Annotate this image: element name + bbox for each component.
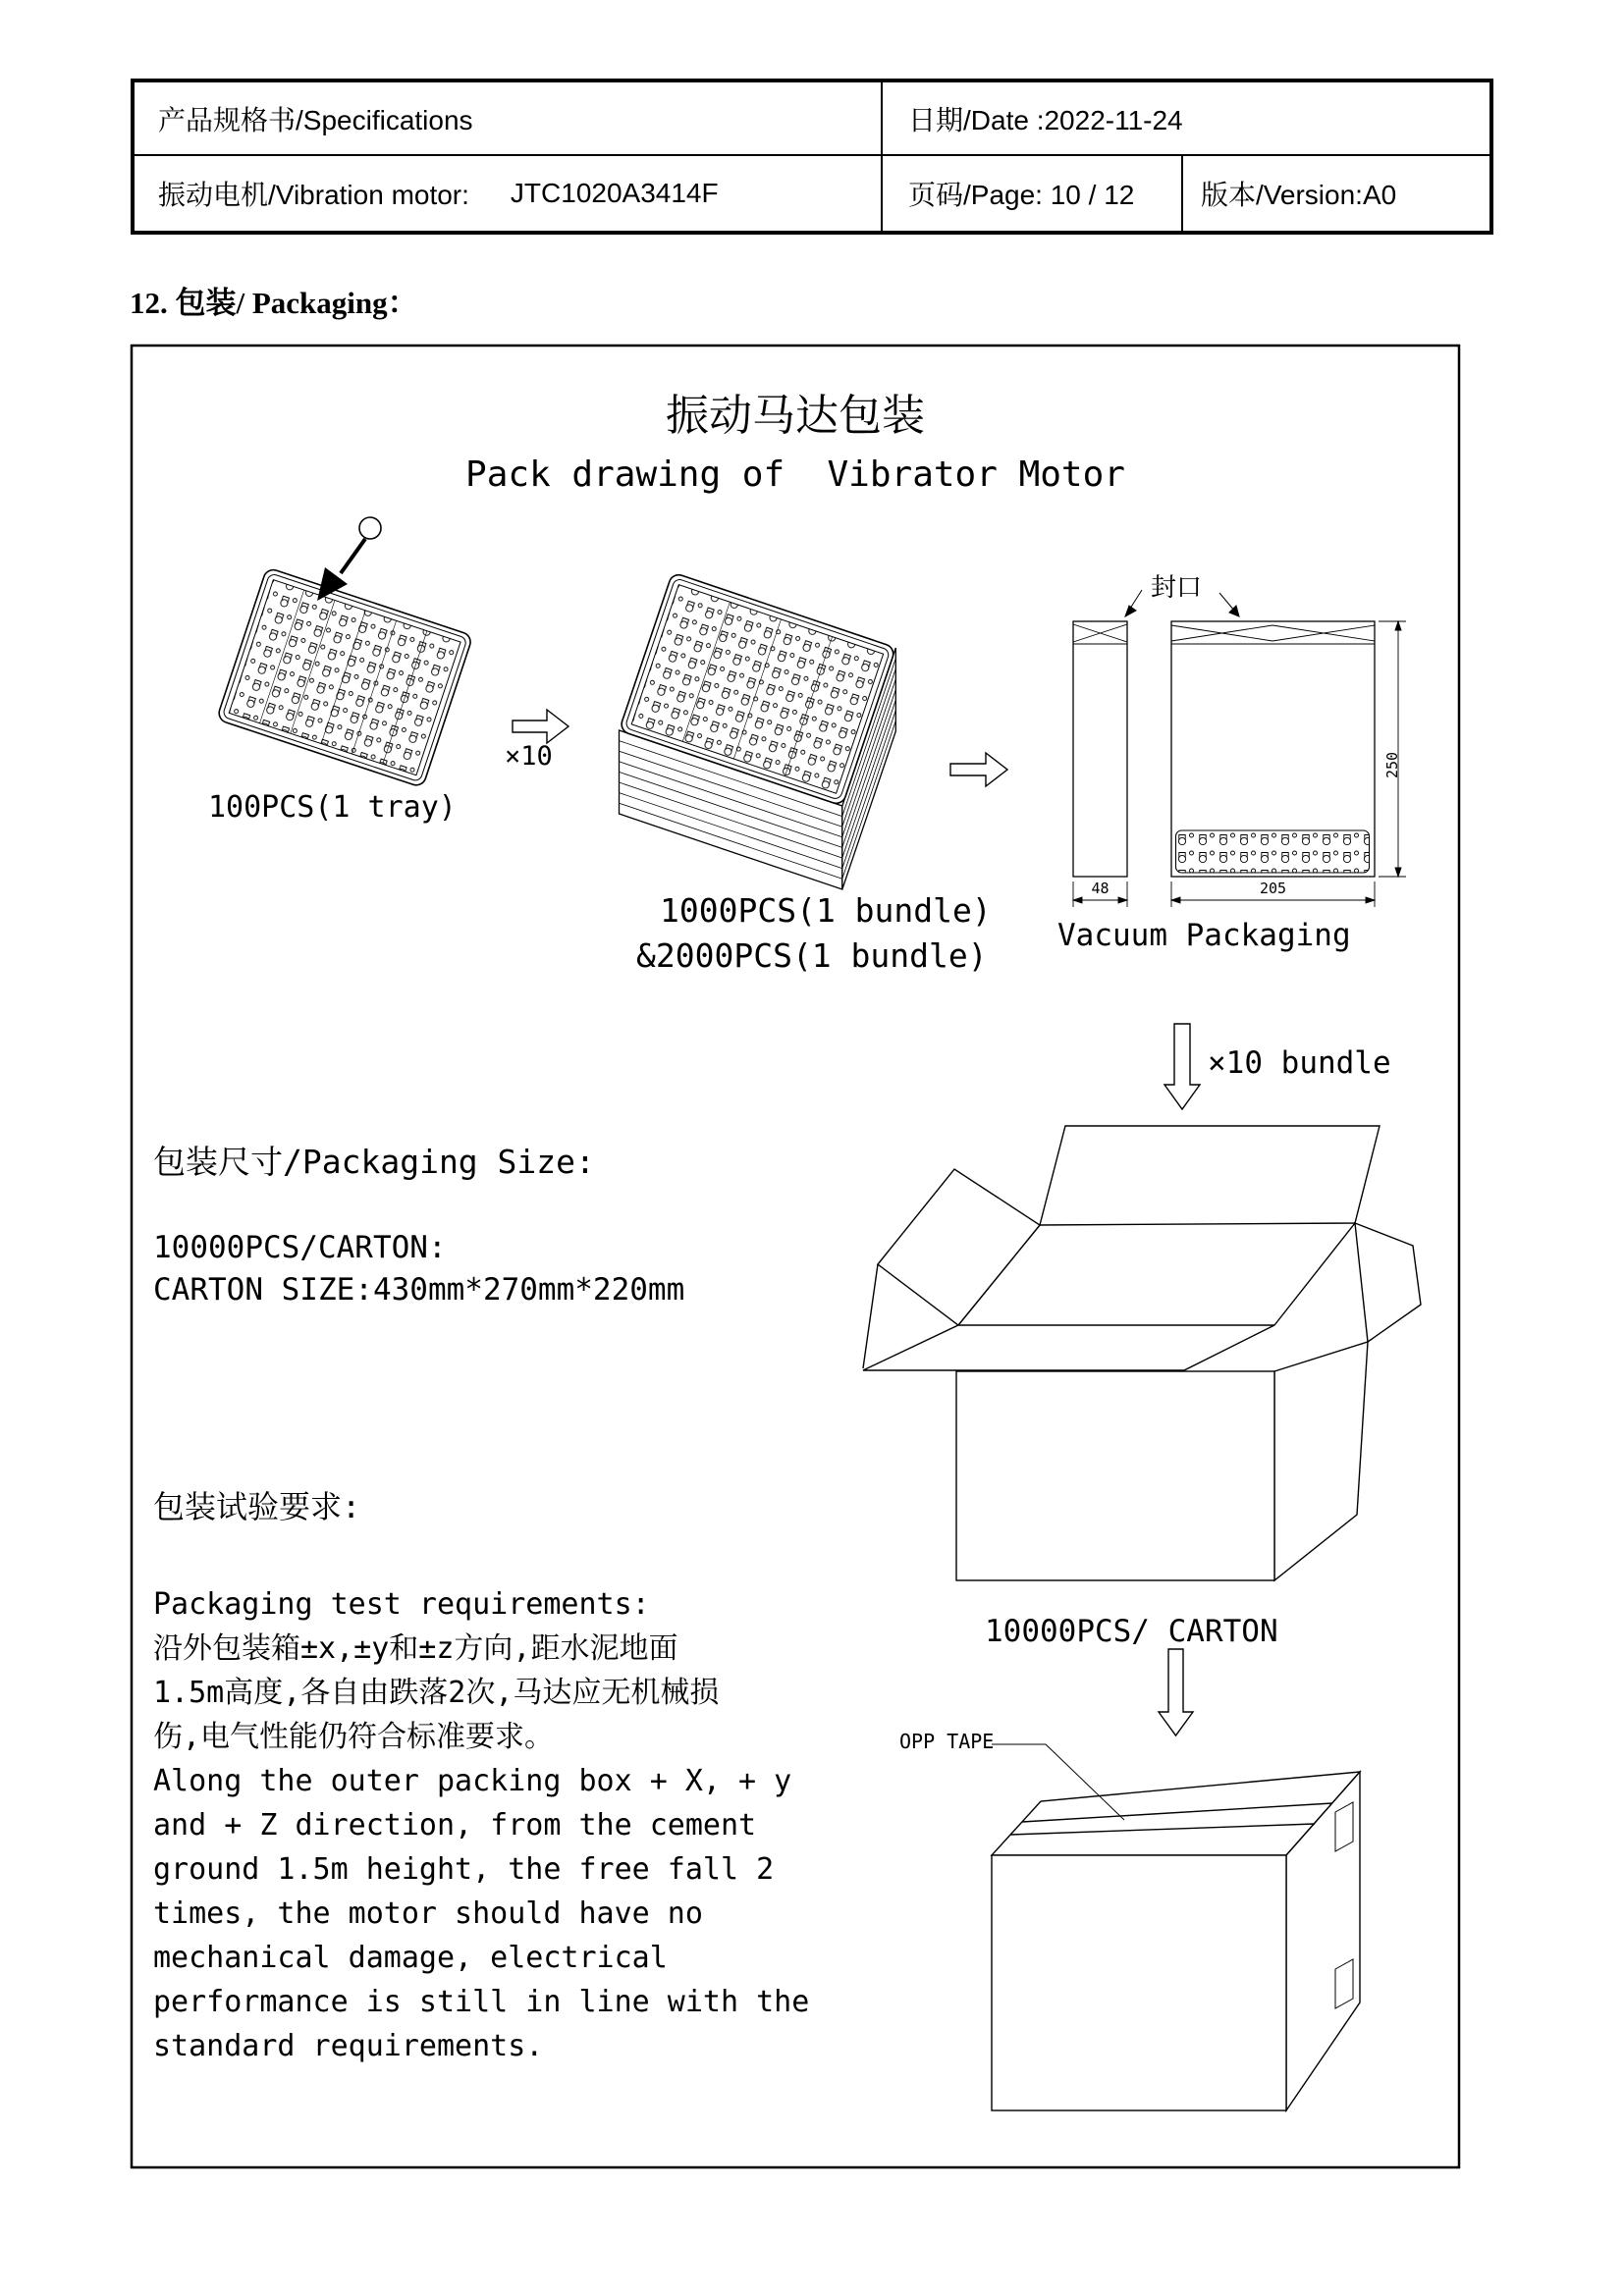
header-page-number: 页码/Page: 10 / 12 <box>908 180 1135 210</box>
closed-carton-drawing <box>992 1744 1360 2110</box>
test-line: Along the outer packing box + X, + y <box>153 1764 792 1798</box>
diagram-title-en: Pack drawing of Vibrator Motor <box>465 454 1125 495</box>
tray-count-label: 100PCS(1 tray) <box>208 790 457 825</box>
header-specs-title: 产品规格书/Specifications <box>158 104 473 135</box>
bundle-count-line1: 1000PCS(1 bundle) <box>660 891 992 930</box>
test-line: performance is still in line with the <box>153 1985 810 2019</box>
header-version: 版本/Version:A0 <box>1201 180 1397 210</box>
test-line: times, the motor should have no <box>153 1896 703 1931</box>
tray-drawing <box>217 567 473 787</box>
test-line: 沿外包装箱±x,±y和±z方向,距水泥地面 <box>153 1631 678 1666</box>
test-line: Packaging test requirements: <box>153 1587 650 1622</box>
header-model-number: JTC1020A3414F <box>510 178 719 208</box>
test-line: 伤,电气性能仍符合标准要求。 <box>153 1720 555 1754</box>
test-line: mechanical damage, electrical <box>153 1941 668 1975</box>
diagram-title-cn: 振动马达包装 <box>666 391 925 441</box>
dim-length-205: 205 <box>1259 880 1287 897</box>
arrow-down-2 <box>1159 1649 1193 1735</box>
seal-label: 封口 <box>1151 573 1203 603</box>
bundle-multiplier-label: ×10 bundle <box>1208 1045 1391 1081</box>
carton-qty-line: 10000PCS/CARTON: <box>153 1230 447 1265</box>
carton-size-line: CARTON SIZE:430mm*270mm*220mm <box>153 1272 685 1308</box>
vacuum-packaging-label: Vacuum Packaging <box>1057 918 1351 953</box>
pin-icon <box>317 517 381 601</box>
test-line: and + Z direction, from the cement <box>153 1808 757 1842</box>
header-date: 日期/Date :2022-11-24 <box>908 104 1183 135</box>
vacuum-pack-drawing <box>1073 621 1375 877</box>
opp-tape-label: OPP TAPE <box>899 1730 995 1753</box>
arrow-down-1 <box>1164 1024 1200 1109</box>
multiplier-x10-label: ×10 <box>505 741 553 772</box>
arrow-right-2 <box>950 753 1007 786</box>
open-carton-drawing <box>863 1126 1421 1580</box>
arrow-right-1 <box>513 710 568 743</box>
section-title: 12. 包装/ Packaging： <box>130 286 418 320</box>
test-requirements-title: 包装试验要求: <box>153 1488 361 1525</box>
bundle-count-line2: &2000PCS(1 bundle) <box>636 936 988 975</box>
carton-count-label: 10000PCS/ CARTON <box>985 1614 1278 1649</box>
packaging-size-title: 包装尺寸/Packaging Size: <box>153 1143 595 1181</box>
tray-stack-drawing <box>619 572 895 889</box>
header-motor-label: 振动电机/Vibration motor: <box>158 180 469 210</box>
dim-width-48: 48 <box>1091 880 1110 897</box>
test-line: standard requirements. <box>153 2029 544 2063</box>
dim-height-250: 250 <box>1383 751 1401 778</box>
test-line: ground 1.5m height, the free fall 2 <box>153 1852 775 1887</box>
test-line: 1.5m高度,各自由跌落2次,马达应无机械损 <box>153 1676 720 1710</box>
